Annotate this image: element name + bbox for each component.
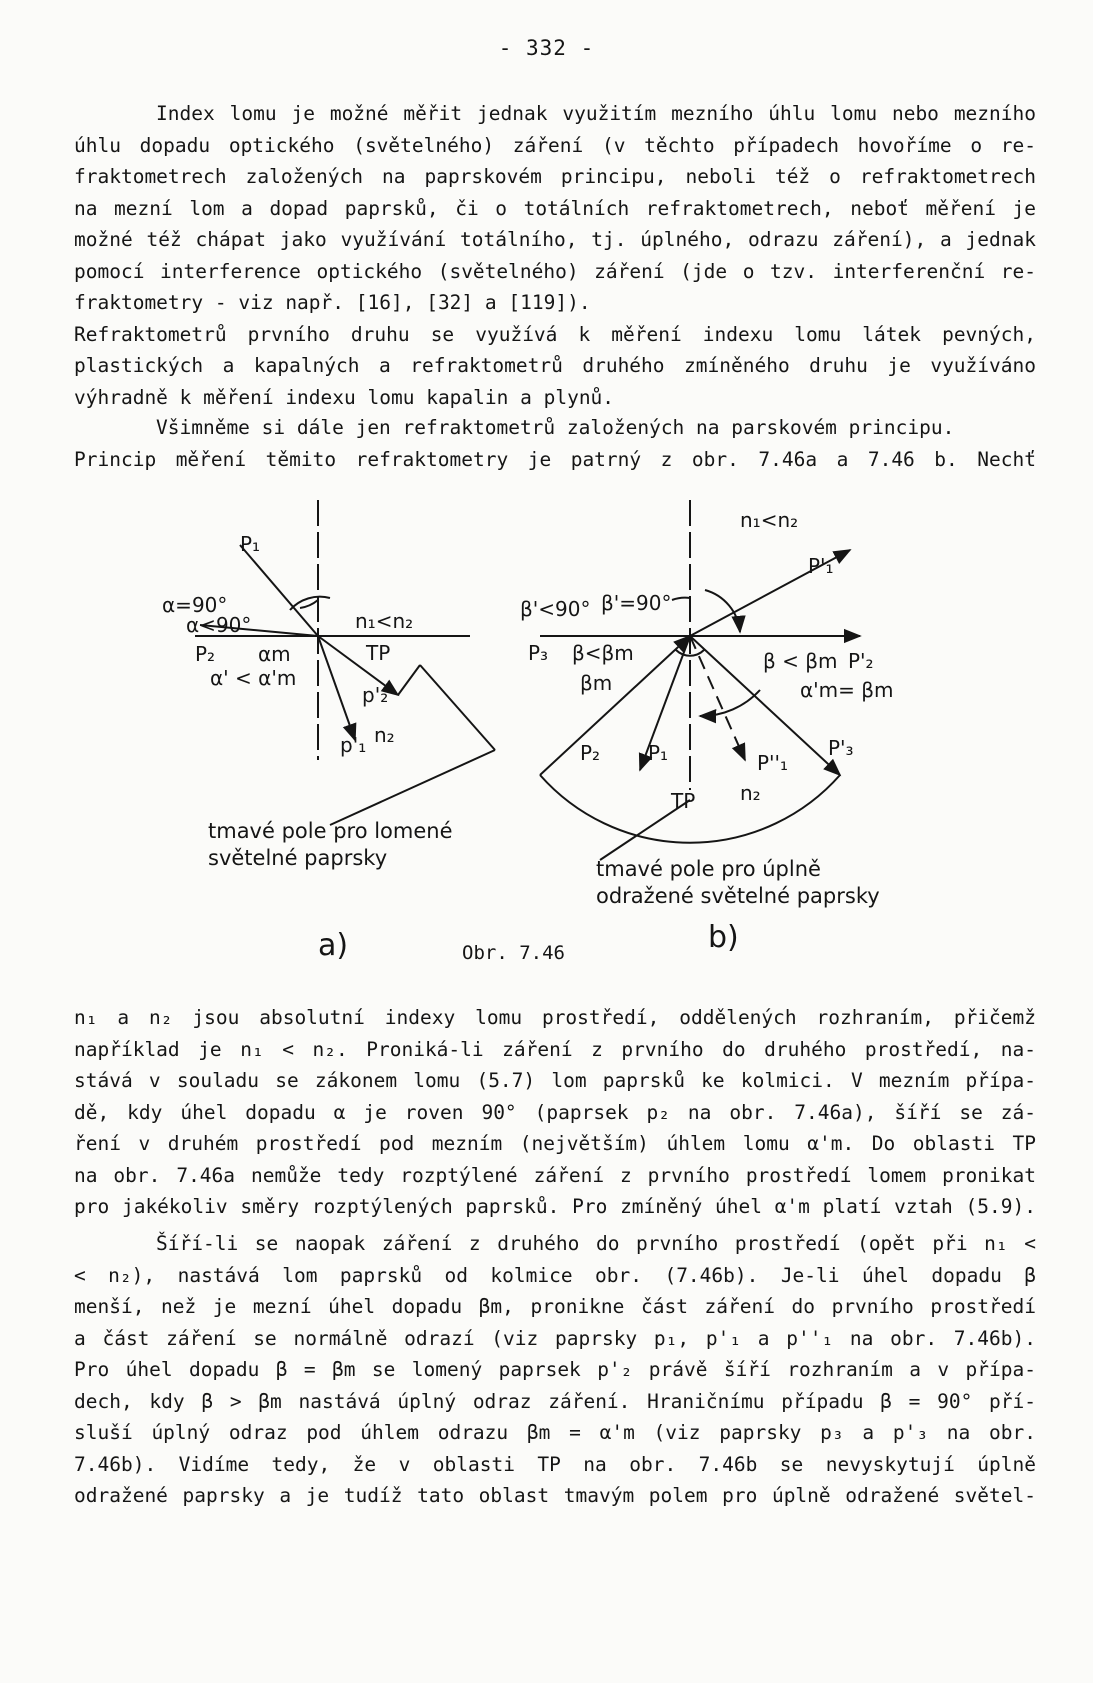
text-line: stává v souladu se zákonem lomu (5.7) lom paprsků ke kolmici. V mezním přípa- [74, 1069, 1036, 1092]
text-line: a část záření se normálně odrazí (viz paprsky p₁, p'₁ a p''₁ na obr. 7.46b). [74, 1326, 1036, 1350]
paragraph-1 [74, 98, 1036, 413]
label-tp-b: TP [671, 789, 696, 813]
label-n2-a: n₂ [374, 723, 395, 747]
text-line: menší, než je mezní úhel dopadu βm, pronikne část záření do prvního prostředí [74, 1295, 1036, 1318]
figure-b-caption [596, 856, 880, 910]
text-line: na obr. 7.46a nemůže tedy rozptýlené záření z prvního prostředí lomem pronikat [74, 1163, 1036, 1187]
label-beta-lt-bm-right: β < βm [763, 649, 838, 673]
label-p2-a: P₂ [195, 642, 216, 666]
label-alpha-m: αm [258, 642, 291, 666]
text-line: Všimněme si dále jen refraktometrů založených na parskovém principu. [156, 416, 955, 439]
text-line: výhradně k měření indexu lomu kapalin a plynů. [74, 385, 615, 409]
paragraph-4 [74, 1228, 1036, 1512]
label-p2prime-b: P'₂ [848, 649, 874, 673]
label-tp-a: TP [366, 641, 391, 665]
text-line: Refraktometrů prvního druhu se využívá k měření indexu lomu látek pevných, [74, 322, 1036, 346]
paragraph-3 [74, 1002, 1036, 1223]
text-line: Index lomu je možné měřit jednak využitím mezního úhlu lomu nebo mezního [156, 102, 1036, 125]
label-p2prime-a: p'₂ [362, 683, 389, 707]
label-p1-b: P₁ [648, 741, 669, 765]
label-bm: βm [580, 671, 613, 695]
text-line: odražené paprsky a je tudíž tato oblast tmavým polem pro úplně odražené světel- [74, 1484, 1036, 1507]
text-line: úhlu dopadu optického (světelného) záření (v těchto případech hovoříme o re- [74, 133, 1036, 157]
text-line: dech, kdy β > βm nastává úplný odraz záření. Hraničnímu případu β = 90° pří- [74, 1389, 1036, 1413]
label-beta-prime-90: β'=90° [601, 591, 672, 615]
label-p2-b: P₂ [580, 741, 601, 765]
label-p1-a: P₁ [240, 532, 261, 556]
text-line: na mezní lom a dopad paprsků, či o totálních refraktometrech, neboť měření je [74, 196, 1036, 220]
figure-caption: Obr. 7.46 [462, 942, 565, 964]
caption-line: tmavé pole pro úplně [596, 857, 821, 881]
label-p3prime-b: P'₃ [828, 736, 854, 760]
text-line: Šíří-li se naopak záření z druhého do prvního prostředí (opět při n₁ < [156, 1232, 1036, 1255]
text-line: plastických a kapalných a refraktometrů druhého zmíněného druhu je využíváno [74, 354, 1036, 377]
text-line: n₁ a n₂ jsou absolutní indexy lomu prostředí, oddělených rozhraním, přičemž [74, 1006, 1036, 1029]
label-p1prime-b: P'₁ [808, 554, 834, 578]
text-line: < n₂), nastává lom paprsků od kolmice obr. (7.46b). Je-li úhel dopadu β [74, 1263, 1036, 1287]
label-p1dd-b: P''₁ [757, 751, 789, 775]
label-beta-prime-lt90: β'<90° [520, 597, 591, 621]
label-p3-b: P₃ [528, 641, 549, 665]
caption-line: tmavé pole pro lomené [208, 819, 453, 843]
label-alpha-90: α=90° [162, 593, 228, 617]
text-line: fraktometry - viz např. [16], [32] a [119]). [74, 291, 591, 314]
text-line: sluší úplný odraz pod úhlem odrazu βm = α'm (viz paprsky p₃ a p'₃ na obr. [74, 1421, 1036, 1444]
text-line: možné též chápat jako využívání totálního, tj. úplného, odrazu záření), a jednak [74, 228, 1036, 251]
page-number: - 332 - [498, 36, 595, 60]
label-p1prime-a: p'₁ [340, 733, 367, 757]
label-alpha-eq: α'm= βm [800, 678, 894, 702]
figure-a-label: a) [318, 928, 349, 963]
text-line: 7.46b). Vidíme tedy, že v oblasti TP na obr. 7.46b se nevyskytují úplně [74, 1452, 1036, 1476]
text-line: pomocí interference optického (světelného) záření (jde o tzv. interferenční re- [74, 259, 1036, 283]
paragraph-2 [74, 412, 1036, 475]
label-alpha-lt90: α<90° [186, 613, 252, 637]
label-beta-lt-bm: β<βm [572, 641, 634, 665]
text-line: dě, kdy úhel dopadu α je roven 90° (paprsek p₂ na obr. 7.46a), šíří se zá- [74, 1100, 1036, 1124]
text-line: ření v druhém prostředí pod mezním (největším) úhlem lomu α'm. Do oblasti TP [74, 1132, 1036, 1155]
text-line: Princip měření těmito refraktometry je patrný z obr. 7.46a a 7.46 b. Nechť [74, 447, 1036, 471]
figure-b-label: b) [708, 920, 739, 955]
label-n2-b: n₂ [740, 781, 761, 805]
text-line: například je n₁ < n₂. Proniká-li záření z prvního do druhého prostředí, na- [74, 1037, 1036, 1061]
text-line: Pro úhel dopadu β = βm se lomený paprsek p'₂ právě šíří rozhraním a v přípa- [74, 1358, 1036, 1381]
label-n1n2-b: n₁<n₂ [740, 508, 799, 532]
figure-7-46 [0, 490, 1093, 1050]
caption-line: odražené světelné paprsky [596, 884, 880, 908]
caption-line: světelné paprsky [208, 846, 388, 870]
figure-a-caption [208, 818, 453, 872]
text-line: pro jakékoliv směry rozptýlených paprsků. Pro zmíněný úhel α'm platí vztah (5.9). [74, 1195, 1036, 1218]
label-n1n2-a: n₁<n₂ [355, 609, 414, 633]
label-alpha-prime: α' < α'm [210, 666, 297, 690]
text-line: fraktometrech založených na paprskovém principu, neboli též o refraktometrech [74, 165, 1036, 188]
